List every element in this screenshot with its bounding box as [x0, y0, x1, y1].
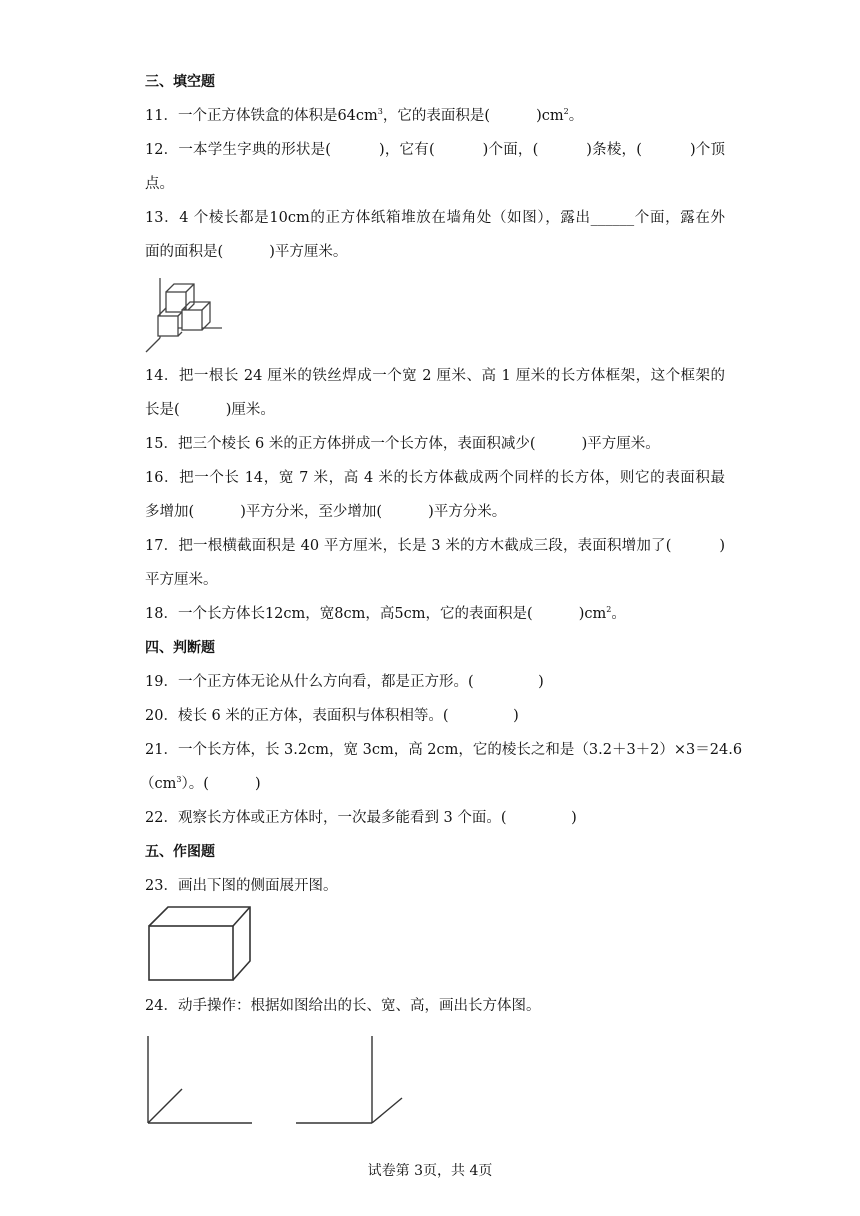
question-24: 24．动手操作：根据如图给出的长、宽、高，画出长方体图。 [145, 998, 541, 1014]
question-21-line2: $(cm^3)$。( ) [140, 775, 261, 792]
question-16-line1: 16．把一个长 14，宽 7 米，高 4 米的长方体截成两个同样的长方体，则它的表面积最 [145, 470, 725, 486]
question-19: 19．一个正方体无论从什么方向看，都是正方形。( ) [145, 674, 544, 690]
question-13-line2: 面的面积是( )平方厘米。 [145, 244, 348, 260]
question-17-line1: 17．把一根横截面积是 40 平方厘米，长是 3 米的方木截成三段，表面积增加了( ) [145, 538, 725, 554]
question-17-line2: 平方厘米。 [145, 572, 218, 588]
question-20: 20．棱长 6 米的正方体，表面积与体积相等。( ) [145, 708, 519, 724]
question-21-line1: 21．一个长方体，长 3.2cm，宽 3cm，高 2cm，它的棱长之和是（3.2＋3＋2）×3＝24.6 [145, 742, 743, 758]
section-heading-draw: 五、作图题 [145, 844, 215, 860]
page-footer: 试卷第 3页，共 4页 [367, 1163, 493, 1179]
question-13-line1: 13．4 个棱长都是10cm的正方体纸箱堆放在墙角处（如图），露出______个面，露在外 [145, 210, 725, 226]
question-12-line1: 12．一本学生字典的形状是( )，它有( )个面，( )条棱，( )个顶 [145, 142, 725, 158]
question-14-line2: 长是( )厘米。 [145, 402, 275, 418]
question-14-line1: 14．把一根长 24 厘米的铁丝焊成一个宽 2 厘米、高 1 厘米的长方体框架，这个框架的 [145, 368, 725, 384]
question-18: 18．一个长方体长12cm，宽8cm，高5cm，它的表面积是( )$cm^2$。 [145, 605, 626, 622]
cuboid-figure [146, 904, 254, 984]
corner-cubes-figure [144, 272, 226, 358]
question-12-line2: 点。 [145, 176, 174, 192]
cuboid-dimensions-figure [144, 1032, 406, 1126]
question-23: 23．画出下图的侧面展开图。 [145, 878, 338, 894]
question-22: 22．观察长方体或正方体时，一次最多能看到 3 个面。( ) [145, 810, 577, 826]
question-15: 15．把三个棱长 6 米的正方体拼成一个长方体，表面积减少( )平方厘米。 [145, 436, 660, 452]
section-heading-judge: 四、判断题 [145, 640, 215, 656]
question-16-line2: 多增加( )平方分米，至少增加( )平方分米。 [145, 504, 507, 520]
question-11: 11．一个正方体铁盒的体积是$64cm^3$，它的表面积是( )$cm^2$。 [145, 107, 584, 124]
section-heading-fill: 三、填空题 [145, 74, 215, 90]
